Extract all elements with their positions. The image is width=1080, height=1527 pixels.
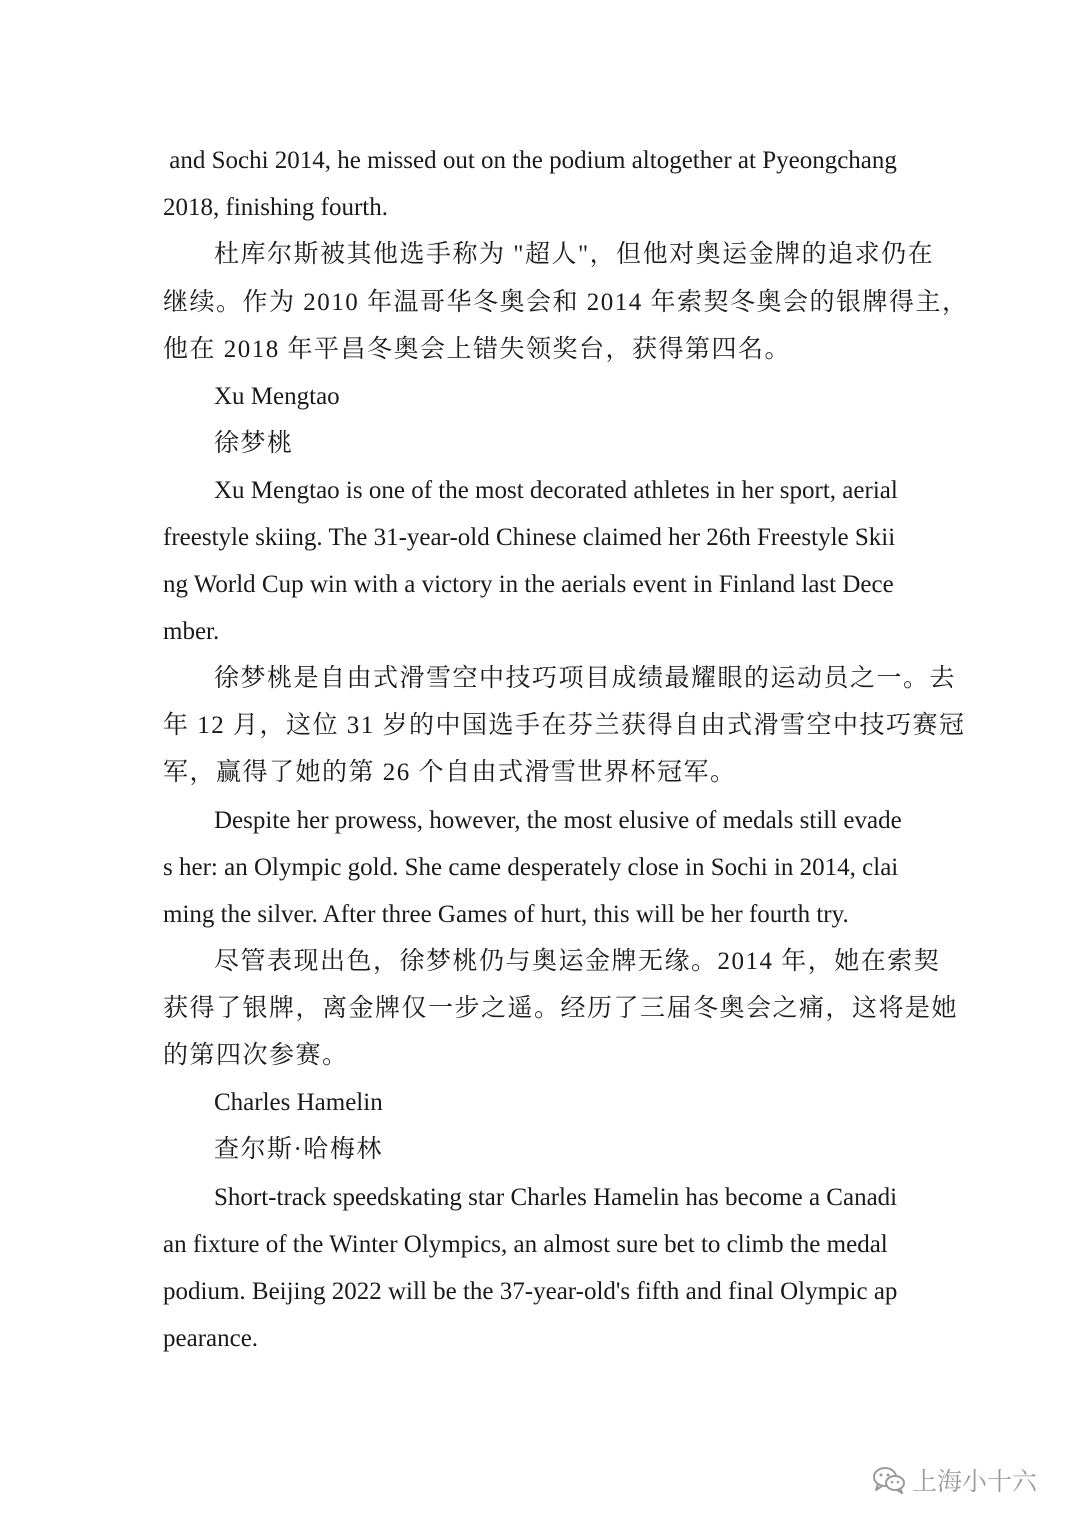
text-line: 年 12 月，这位 31 岁的中国选手在芬兰获得自由式滑雪空中技巧赛冠 bbox=[163, 712, 966, 739]
text-line: 获得了银牌，离金牌仅一步之遥。经历了三届冬奥会之痛，这将是她 bbox=[163, 995, 959, 1022]
text-line: 2018, finishing fourth. bbox=[163, 194, 388, 221]
section-heading-en: Charles Hamelin bbox=[214, 1089, 383, 1116]
text-line: s her: an Olympic gold. She came desperately close in Sochi in 2014, clai bbox=[163, 854, 899, 881]
wechat-icon bbox=[872, 1465, 906, 1495]
text-line: ng World Cup win with a victory in the aerials event in Finland last Dece bbox=[163, 571, 894, 598]
text-line: mber. bbox=[163, 618, 220, 645]
text-line: 尽管表现出色，徐梦桃仍与奥运金牌无缘。2014 年，她在索契 bbox=[214, 948, 941, 975]
text-line: pearance. bbox=[163, 1325, 259, 1352]
text-line: freestyle skiing. The 31-year-old Chinese claimed her 26th Freestyle Skii bbox=[163, 524, 896, 551]
text-line: ming the silver. After three Games of hurt, this will be her fourth try. bbox=[163, 901, 849, 928]
text-line: 继续。作为 2010 年温哥华冬奥会和 2014 年索契冬奥会的银牌得主， bbox=[163, 289, 969, 316]
text-line: 他在 2018 年平昌冬奥会上错失领奖台，获得第四名。 bbox=[163, 336, 792, 363]
section-heading-cn: 查尔斯·哈梅林 bbox=[214, 1136, 383, 1163]
text-line: Despite her prowess, however, the most elusive of medals still evade bbox=[214, 807, 902, 834]
text-line: an fixture of the Winter Olympics, an almost sure bet to climb the medal bbox=[163, 1231, 888, 1258]
text-line: 的第四次参赛。 bbox=[163, 1042, 349, 1069]
text-line: 杜库尔斯被其他选手称为 "超人"，但他对奥运金牌的追求仍在 bbox=[214, 241, 935, 268]
text-line: and Sochi 2014, he missed out on the podium altogether at Pyeongchang bbox=[163, 147, 897, 174]
text-line: 徐梦桃是自由式滑雪空中技巧项目成绩最耀眼的运动员之一。去 bbox=[214, 665, 957, 692]
section-heading-cn: 徐梦桃 bbox=[214, 430, 294, 457]
text-line: podium. Beijing 2022 will be the 37-year-old's fifth and final Olympic ap bbox=[163, 1278, 898, 1305]
section-heading-en: Xu Mengtao bbox=[214, 383, 340, 410]
text-line: Xu Mengtao is one of the most decorated athletes in her sport, aerial bbox=[214, 477, 898, 504]
watermark-text: 上海小十六 bbox=[912, 1467, 1038, 1496]
text-line: Short-track speedskating star Charles Hamelin has become a Canadi bbox=[214, 1184, 898, 1211]
text-line: 军，赢得了她的第 26 个自由式滑雪世界杯冠军。 bbox=[163, 759, 737, 786]
watermark bbox=[872, 1460, 1037, 1500]
